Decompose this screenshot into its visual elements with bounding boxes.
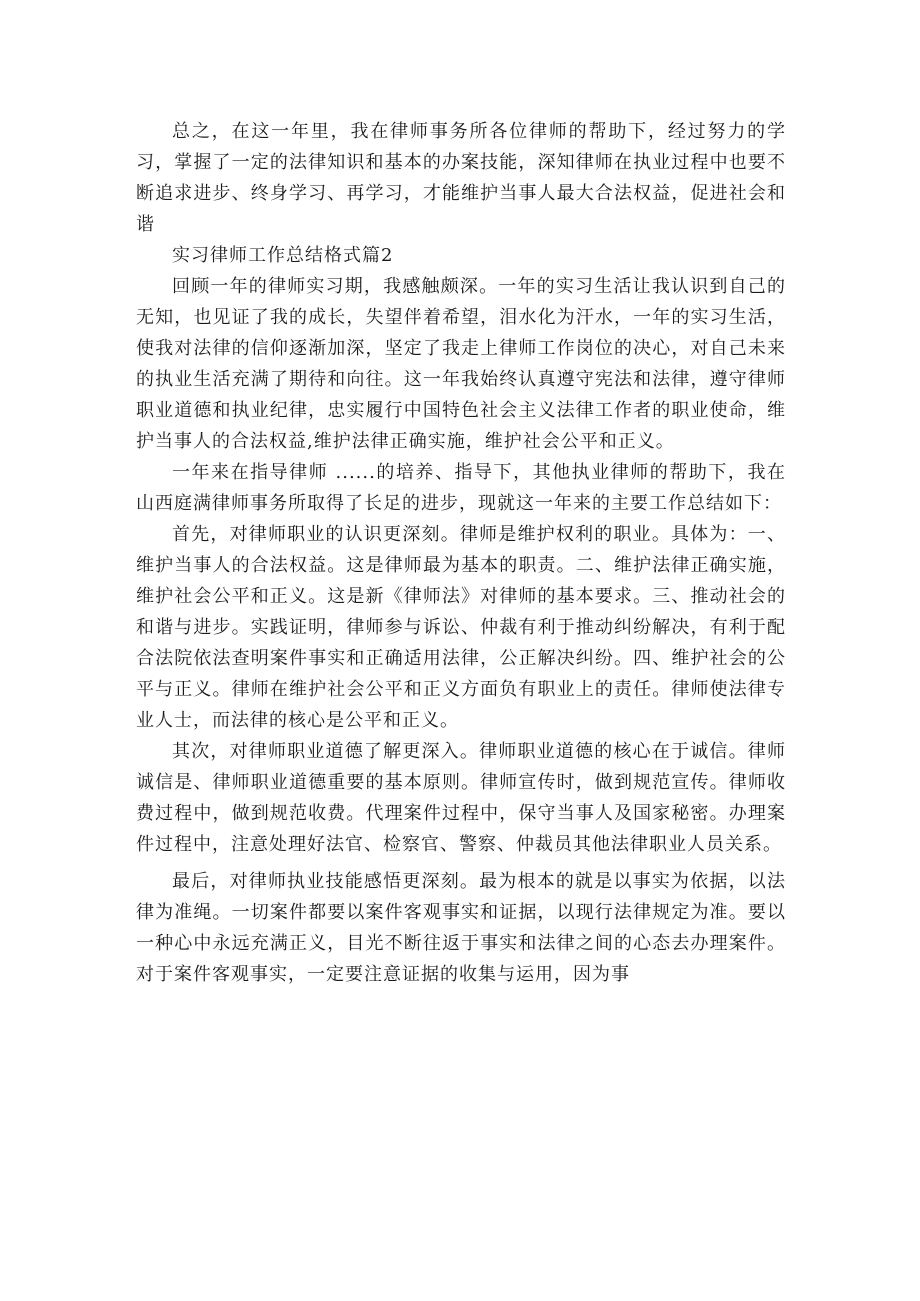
document-body — [136, 116, 786, 990]
paragraph-progress: 一年来在指导律师 ......的培养、指导下，其他执业律师的帮助下，我在山西庭满律师事务所取得了长足的进步，现就这一年来的主要工作总结如下： — [136, 462, 786, 514]
paragraph-conclusion: 总之，在这一年里，我在律师事务所各位律师的帮助下，经过努力的学习，掌握了一定的法律知识和基本的办案技能，深知律师在执业过程中也要不断追求进步、终身学习、再学习，才能维护当事人最大合法权益，促进社会和谐 — [136, 121, 786, 235]
paragraph-first: 首先，对律师职业的认识更深刻。律师是维护权利的职业。具体为：一、维护当事人的合法权益。这是律师最为基本的职责。二、维护法律正确实施，维护社会公平和正义。这是新《律师法》对律师的基本要求。三、推动社会的和谐与进步。实践证明，律师参与诉讼、仲裁有利于推动纠纷解决，有利于配合法院依法查明案件事实和正确适用法律，公正解决纠纷。四、维护社会的公平与正义。律师在维护社会公平和正义方面负有职业上的责任。律师使法律专业人士，而法律的核心是公平和正义。 — [136, 524, 786, 731]
paragraph-second: 其次，对律师职业道德了解更深入。律师职业道德的核心在于诚信。律师诚信是、律师职业道德重要的基本原则。律师宣传时，做到规范宣传。律师收费过程中，做到规范收费。代理案件过程中，保守当事人及国家秘密。办理案件过程中，注意处理好法官、检察官、警察、仲裁员其他法律职业人员关系。 — [136, 741, 786, 855]
paragraph-last: 最后，对律师执业技能感悟更深刻。最为根本的就是以事实为依据，以法律为准绳。一切案件都要以案件客观事实和证据，以现行法律规定为准。要以一种心中永远充满正义，目光不断往返于事实和法律之间的心态去办理案件。对于案件客观事实，一定要注意证据的收集与运用，因为事 — [136, 871, 786, 985]
section-heading: 实习律师工作总结格式篇2 — [172, 245, 394, 266]
paragraph-review: 回顾一年的律师实习期，我感触颇深。一年的实习生活让我认识到自己的无知，也见证了我的成长，失望伴着希望，泪水化为汗水，一年的实习生活，使我对法律的信仰逐渐加深，坚定了我走上律师工作岗位的决心，对自己未来的执业生活充满了期待和向往。这一年我始终认真遵守宪法和法律，遵守律师职业道德和执业纪律，忠实履行中国特色社会主义法律工作者的职业使命，维护当事人的合法权益,维护法律正确实施，维护社会公平和正义。 — [136, 276, 786, 452]
